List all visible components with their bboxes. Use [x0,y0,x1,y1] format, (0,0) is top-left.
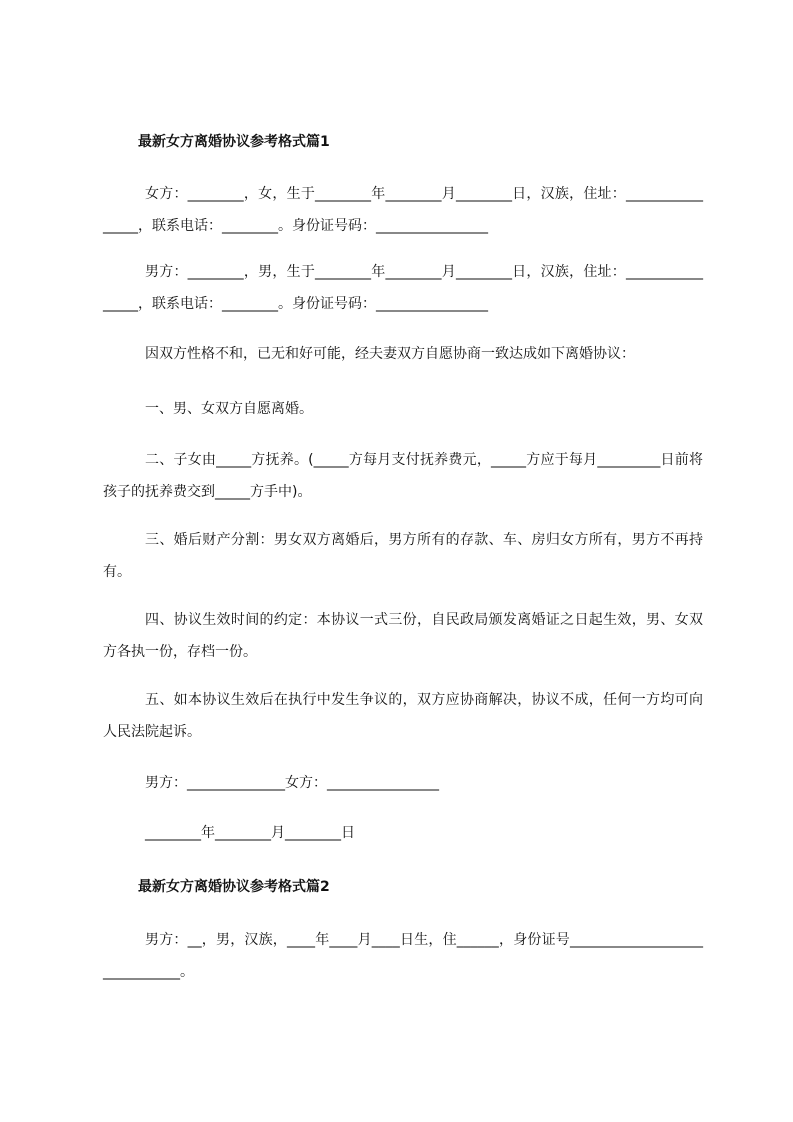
clause-2: 二、子女由_____方抚养。(_____方每月支付抚养费元，_____方应于每月_________日前将孩子的抚养费交到_____方手中)。 [103,452,703,500]
section2-male-party-info: 男方：__，男，汉族，____年____月____日生，住______，身份证号______________________________。 [103,932,703,980]
date-line: ________年________月________日 [145,825,355,841]
clause-5: 五、如本协议生效后在执行中发生争议的，双方应协商解决，协议不成，任何一方均可向人民法院起诉。 [103,692,703,740]
clause-4: 四、协议生效时间的约定：本协议一式三份，自民政局颁发离婚证之日起生效，男、女双方各执一份，存档一份。 [103,612,703,660]
male-party-info: 男方：________，男，生于________年________月________日，汉族，住址：________________，联系电话：________。身份证号码：________________ [103,264,703,312]
clause-1: 一、男、女双方自愿离婚。 [145,401,313,417]
section2-title: 最新女方离婚协议参考格式篇2 [138,879,330,895]
female-party-info: 女方：________，女，生于________年________月________日，汉族，住址：________________，联系电话：________。身份证号码：________________ [103,186,703,234]
clause-3: 三、婚后财产分割：男女双方离婚后，男方所有的存款、车、房归女方所有，男方不再持有。 [103,532,703,580]
section1-title: 最新女方离婚协议参考格式篇1 [138,134,330,150]
agreement-intro: 因双方性格不和，已无和好可能，经夫妻双方自愿协商一致达成如下离婚协议： [145,346,635,362]
signature-line: 男方：______________女方：________________ [145,775,439,791]
